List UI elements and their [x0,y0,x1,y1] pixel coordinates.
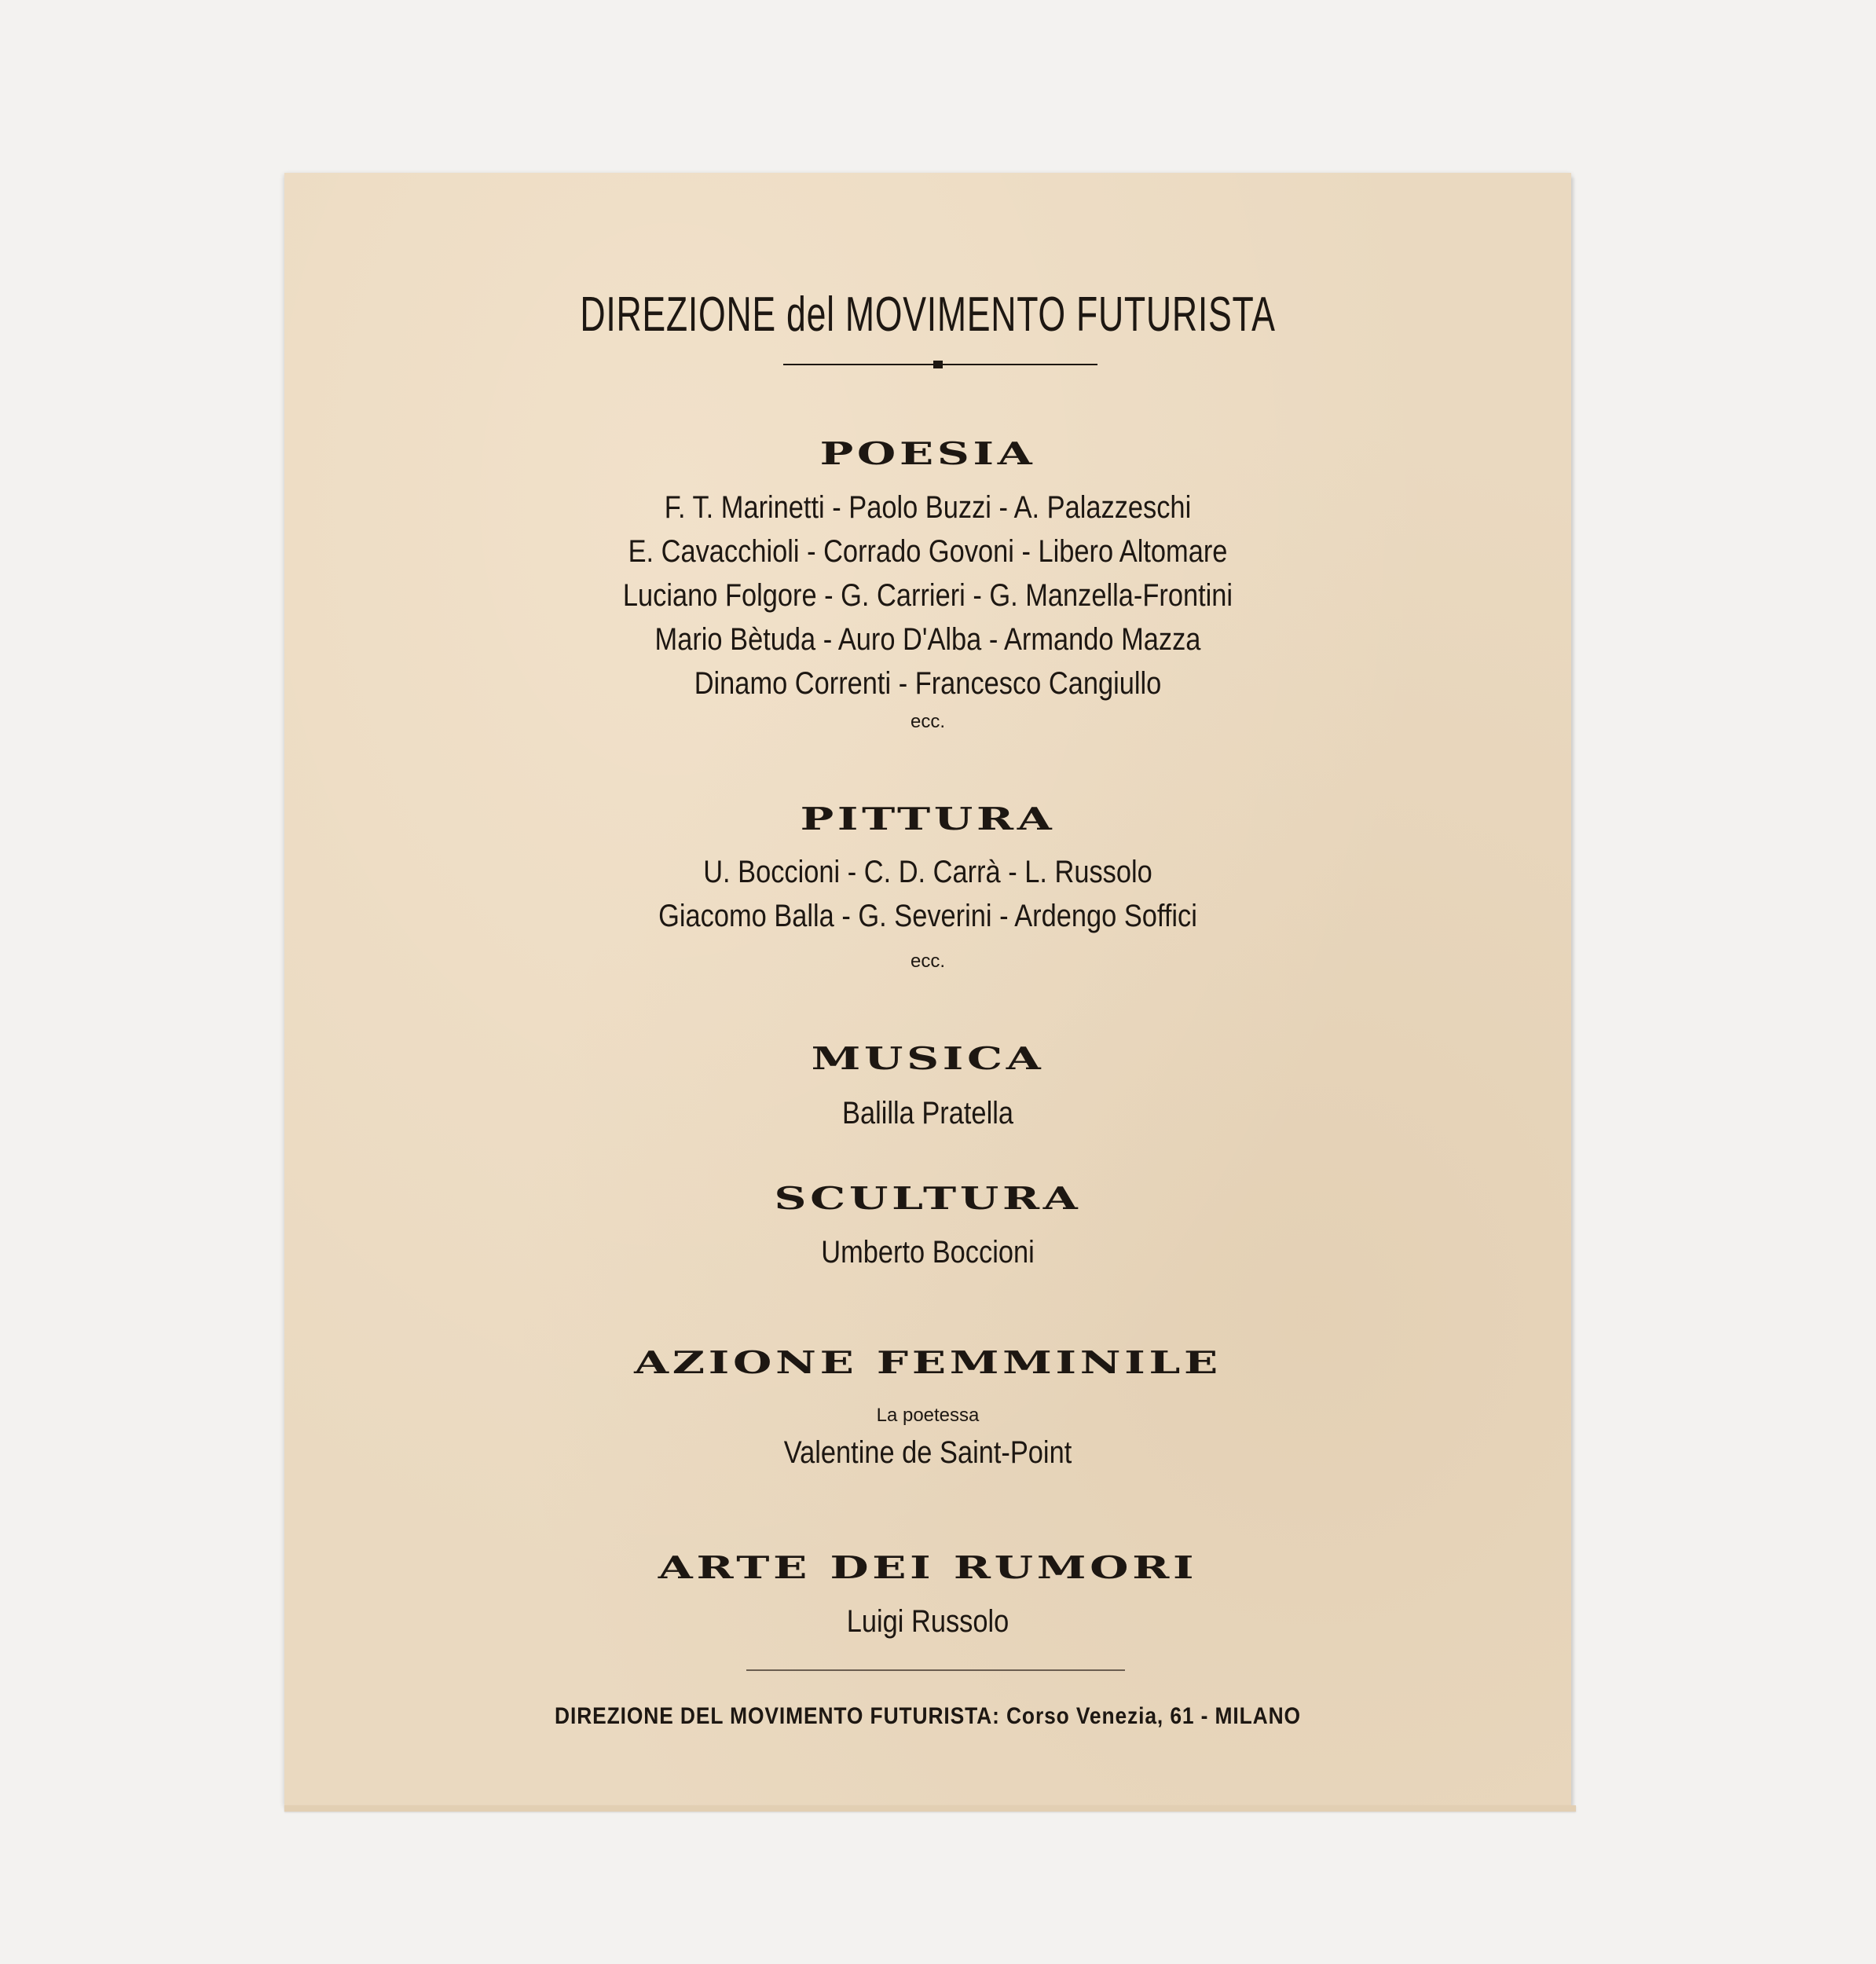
arte-dei-rumori-name: Luigi Russolo [846,1604,1009,1639]
page-title: DIREZIONE del MOVIMENTO FUTURISTA [580,288,1276,342]
poesia-line: Luciano Folgore - G. Carrieri - G. Manzella-Frontini [622,578,1233,613]
musica-name: Balilla Pratella [842,1096,1013,1130]
section-heading-scultura: SCULTURA [774,1181,1082,1217]
azione-femminile-subtitle: La poetessa [876,1405,980,1426]
azione-femminile-name: Valentine de Saint-Point [783,1435,1072,1470]
scultura-name: Umberto Boccioni [821,1235,1035,1270]
poesia-line: F. T. Marinetti - Paolo Buzzi - A. Palazzeschi [664,490,1192,525]
pittura-names [375,850,1482,938]
footer-address: DIREZIONE DEL MOVIMENTO FUTURISTA: Corso Venezia, 61 - MILANO [555,1703,1301,1729]
section-heading-poesia: POESIA [819,436,1036,472]
pittura-line: Giacomo Balla - G. Severini - Ardengo Soffici [658,899,1197,933]
printed-sheet [284,173,1571,1805]
poesia-ecc: ecc. [910,711,945,732]
title-divider-ornament [933,361,943,368]
section-heading-azione-femminile: AZIONE FEMMINILE [634,1345,1222,1381]
poesia-names [375,486,1482,705]
section-heading-musica: MUSICA [811,1041,1045,1077]
footer-divider [746,1669,1125,1671]
section-heading-pittura: PITTURA [800,801,1056,837]
section-heading-arte-dei-rumori: ARTE DEI RUMORI [658,1550,1198,1586]
poesia-line: Dinamo Correnti - Francesco Cangiullo [694,666,1162,701]
poesia-line: Mario Bètuda - Auro D'Alba - Armando Mazza [654,622,1201,657]
pittura-line: U. Boccioni - C. D. Carrà - L. Russolo [703,855,1152,889]
sheet-edge [284,1805,1576,1812]
poesia-line: E. Cavacchioli - Corrado Govoni - Libero Altomare [628,534,1228,569]
pittura-ecc: ecc. [910,951,945,972]
